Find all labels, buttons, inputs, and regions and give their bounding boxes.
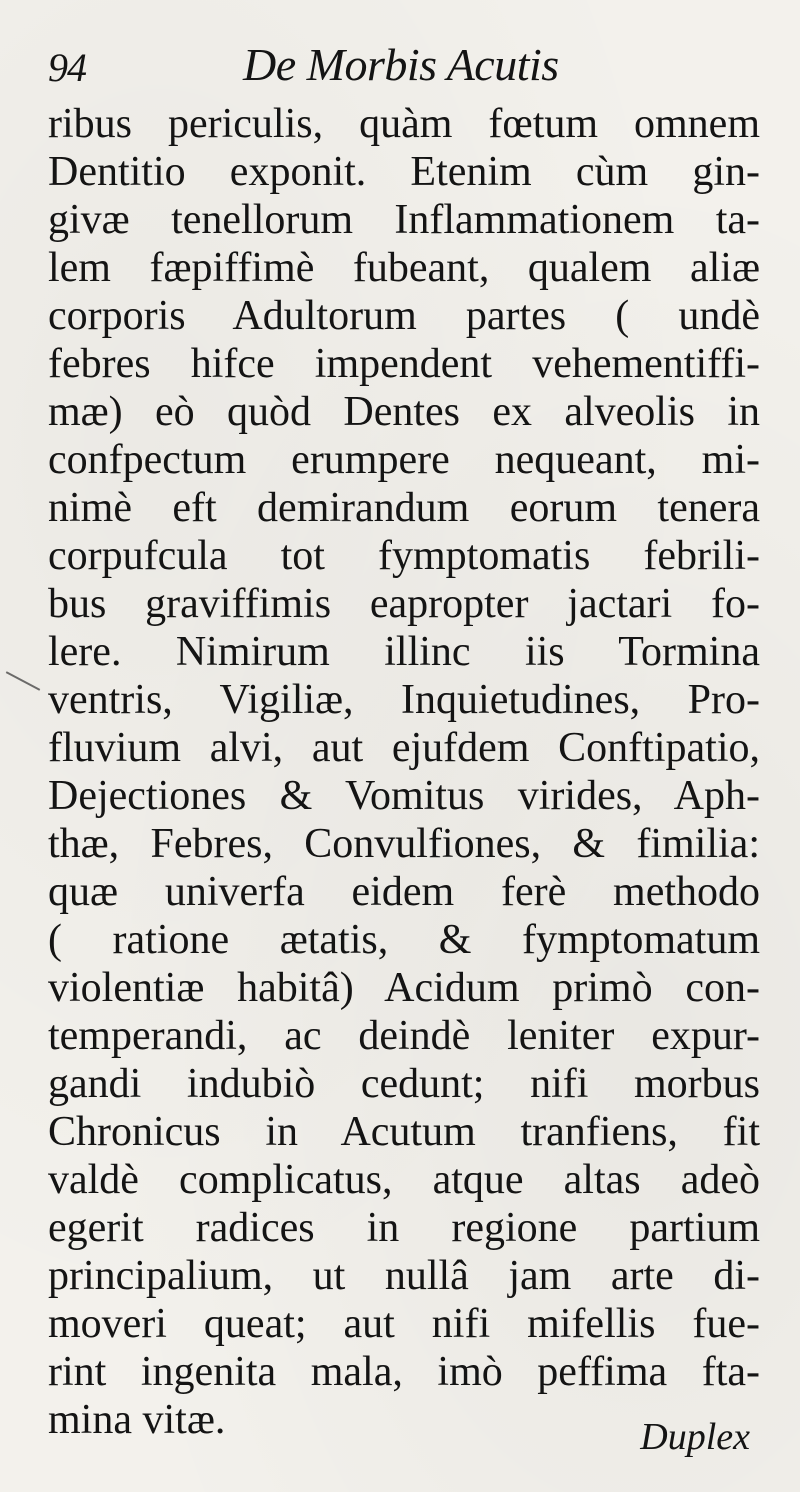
text-line: violentiæ habitâ) Acidum primò con- [48, 965, 760, 1011]
text-line: thæ, Febres, Convulfiones, & fimilia: [48, 821, 760, 867]
text-line: confpectum erumpere nequeant, mi- [48, 437, 760, 483]
text-line: temperandi, ac deindè leniter expur- [48, 1013, 760, 1059]
text-line: Dentitio exponit. Etenim cùm gin- [48, 149, 760, 195]
text-line: principalium, ut nullâ jam arte di- [48, 1253, 760, 1299]
text-line: Dejectiones & Vomitus virides, Aph- [48, 773, 760, 819]
text-line: lem fæpiffimè fubeant, qualem aliæ [48, 245, 760, 291]
text-line: bus graviffimis eapropter jactari fo- [48, 581, 760, 627]
text-line: givæ tenellorum Inflammationem ta- [48, 197, 760, 243]
text-line: valdè complicatus, atque altas adeò [48, 1157, 760, 1203]
text-line: corporis Adultorum partes ( undè [48, 293, 760, 339]
margin-mark [6, 671, 40, 691]
text-line: ventris, Vigiliæ, Inquietudines, Pro- [48, 677, 760, 723]
text-line: nimè eft demirandum eorum tenera [48, 485, 760, 531]
running-head: De Morbis Acutis [243, 39, 559, 90]
text-line: corpufcula tot fymptomatis febrili- [48, 533, 760, 579]
text-line: fluvium alvi, aut ejufdem Conftipatio, [48, 725, 760, 771]
text-line: Chronicus in Acutum tranfiens, fit [48, 1109, 760, 1155]
page-header [48, 30, 768, 100]
text-line: rint ingenita mala, imò peffima fta- [48, 1349, 760, 1395]
text-line: ( ratione ætatis, & fymptomatum [48, 917, 760, 963]
page-number: 94 [48, 45, 86, 90]
text-line: lere. Nimirum illinc iis Tormina [48, 629, 760, 675]
text-line: ribus periculis, quàm fœtum omnem [48, 101, 760, 147]
text-line: egerit radices in regione partium [48, 1205, 760, 1251]
body-text [48, 100, 760, 1444]
text-line: quæ univerfa eidem ferè methodo [48, 869, 760, 915]
text-line: mæ) eò quòd Dentes ex alveolis in [48, 389, 760, 435]
text-line: moveri queat; aut nifi mifellis fue- [48, 1301, 760, 1347]
text-line: mina vitæ. [48, 1397, 226, 1443]
text-line: gandi indubiò cedunt; nifi morbus [48, 1061, 760, 1107]
text-line: febres hifce impendent vehementiffi- [48, 341, 760, 387]
catchword: Duplex [640, 1416, 750, 1458]
